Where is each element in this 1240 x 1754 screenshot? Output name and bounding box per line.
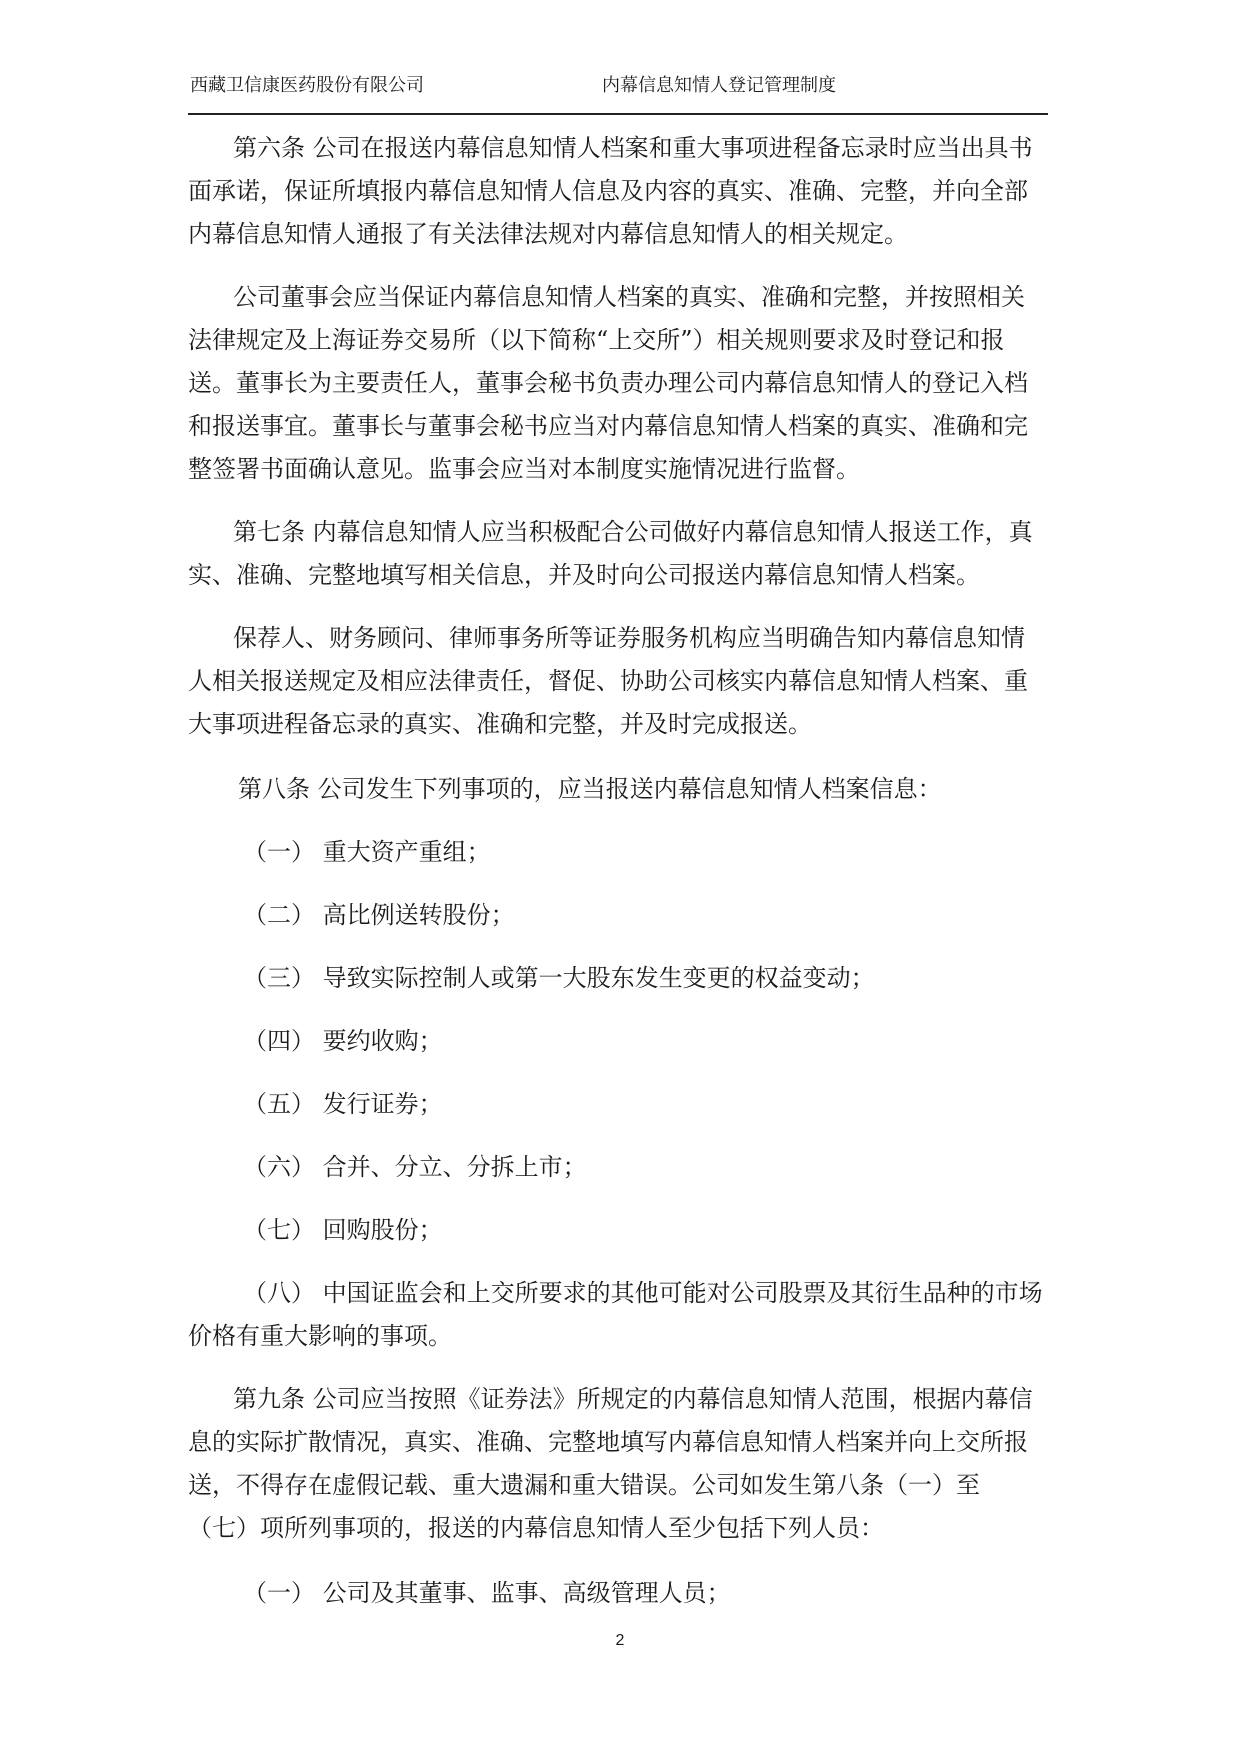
board-paragraph-line-3: 送。董事长为主要责任人，董事会秘书负责办理公司内幕信息知情人的登记入档 — [188, 369, 1028, 397]
article-8-item-8-continuation: 价格有重大影响的事项。 — [188, 1322, 452, 1350]
article-8-intro: 第八条 公司发生下列事项的，应当报送内幕信息知情人档案信息： — [238, 775, 942, 803]
article-6-line-1: 第六条 公司在报送内幕信息知情人档案和重大事项进程备忘录时应当出具书 — [233, 134, 1033, 162]
article-9-line-4: （七）项所列事项的，报送的内幕信息知情人至少包括下列人员： — [188, 1514, 884, 1542]
article-8-item: （六） 合并、分立、分拆上市； — [243, 1153, 587, 1181]
article-6-line-3: 内幕信息知情人通报了有关法律法规对内幕信息知情人的相关规定。 — [188, 220, 908, 248]
article-8-item: （四） 要约收购； — [243, 1027, 443, 1055]
article-8-item: （五） 发行证券； — [243, 1090, 443, 1118]
board-paragraph-line-1: 公司董事会应当保证内幕信息知情人档案的真实、准确和完整，并按照相关 — [233, 283, 1025, 311]
sponsor-paragraph-line-2: 人相关报送规定及相应法律责任，督促、协助公司核实内幕信息知情人档案、重 — [188, 667, 1028, 695]
article-9-item: （一） 公司及其董事、监事、高级管理人员； — [243, 1579, 731, 1607]
article-8-item: （七） 回购股份； — [243, 1216, 443, 1244]
article-8-item: （三） 导致实际控制人或第一大股东发生变更的权益变动； — [243, 964, 875, 992]
article-9-line-1: 第九条 公司应当按照《证券法》所规定的内幕信息知情人范围，根据内幕信 — [233, 1385, 1033, 1413]
article-7-line-1: 第七条 内幕信息知情人应当积极配合公司做好内幕信息知情人报送工作，真 — [233, 518, 1033, 546]
article-6-line-2: 面承诺，保证所填报内幕信息知情人信息及内容的真实、准确、完整，并向全部 — [188, 177, 1028, 205]
board-paragraph-line-2: 法律规定及上海证券交易所（以下简称“上交所”）相关规则要求及时登记和报 — [188, 326, 1005, 354]
article-8-item: （二） 高比例送转股份； — [243, 901, 515, 929]
board-paragraph-line-5: 整签署书面确认意见。监事会应当对本制度实施情况进行监督。 — [188, 455, 860, 483]
article-8-item: （一） 重大资产重组； — [243, 838, 491, 866]
article-7-line-2: 实、准确、完整地填写相关信息，并及时向公司报送内幕信息知情人档案。 — [188, 561, 980, 589]
page-number: 2 — [615, 1632, 625, 1649]
header-company-name: 西藏卫信康医药股份有限公司 — [190, 75, 424, 96]
board-paragraph-line-4: 和报送事宜。董事长与董事会秘书应当对内幕信息知情人档案的真实、准确和完 — [188, 412, 1028, 440]
article-8-item: （八） 中国证监会和上交所要求的其他可能对公司股票及其衍生品种的市场 — [243, 1279, 1043, 1307]
header-divider — [188, 113, 1048, 115]
sponsor-paragraph-line-1: 保荐人、财务顾问、律师事务所等证券服务机构应当明确告知内幕信息知情 — [233, 624, 1025, 652]
article-9-line-2: 息的实际扩散情况，真实、准确、完整地填写内幕信息知情人档案并向上交所报 — [188, 1428, 1028, 1456]
sponsor-paragraph-line-3: 大事项进程备忘录的真实、准确和完整，并及时完成报送。 — [188, 710, 812, 738]
header-document-title: 内幕信息知情人登记管理制度 — [602, 75, 836, 96]
article-9-line-3: 送，不得存在虚假记载、重大遗漏和重大错误。公司如发生第八条（一）至 — [188, 1471, 980, 1499]
